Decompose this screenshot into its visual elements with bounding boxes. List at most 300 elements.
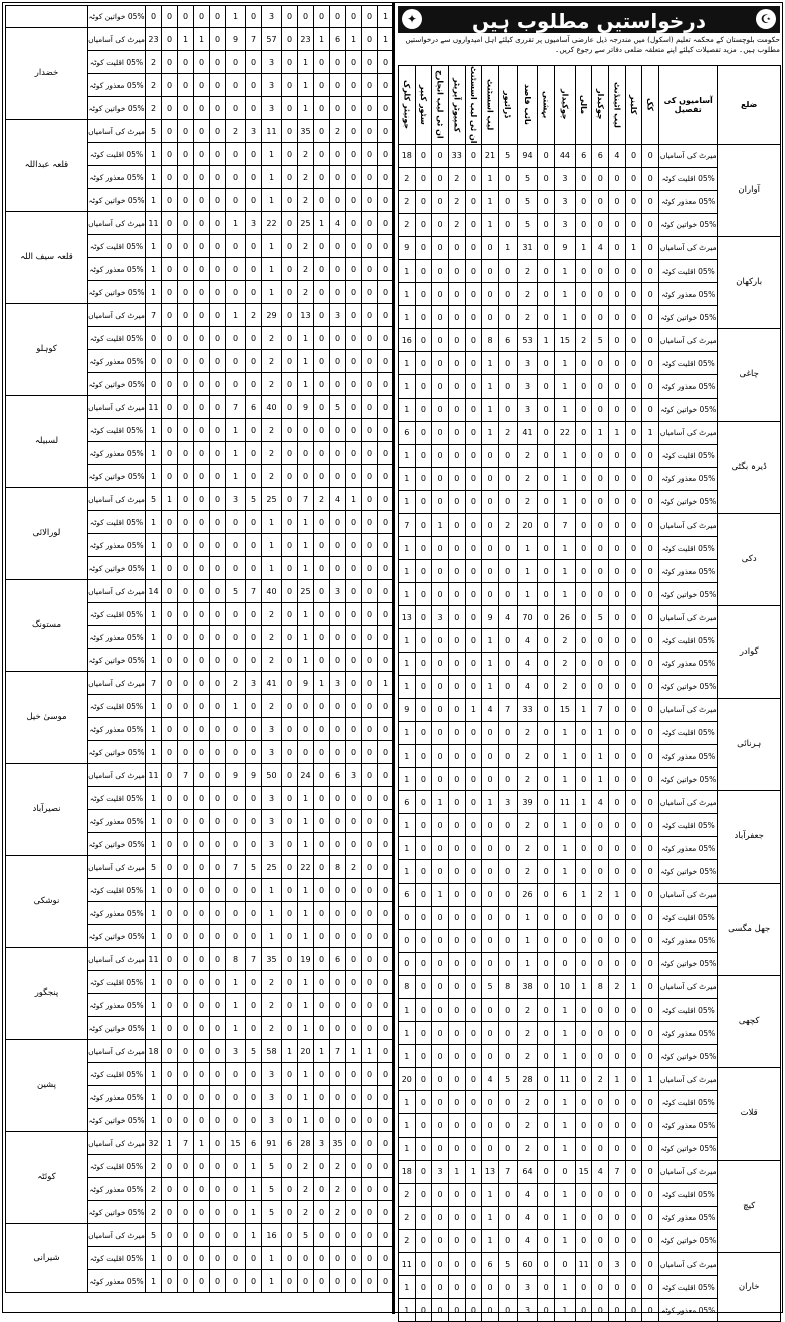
vacancy-count: 7 — [146, 672, 162, 695]
vacancy-count: 0 — [592, 352, 609, 375]
vacancy-count: 0 — [362, 902, 378, 925]
vacancy-count: 0 — [362, 787, 378, 810]
vacancy-count: 0 — [575, 398, 592, 421]
vacancy-count: 0 — [415, 583, 432, 606]
quota-label: میرٹ کی آسامیاں — [88, 1040, 146, 1063]
vacancy-count: 0 — [246, 511, 262, 534]
vacancy-count: 0 — [194, 1201, 210, 1224]
vacancy-count: 6 — [330, 948, 346, 971]
vacancy-count: 7 — [298, 488, 314, 511]
vacancy-count: 0 — [314, 1017, 330, 1040]
vacancy-count: 0 — [378, 1086, 394, 1109]
vacancy-count: 8 — [592, 975, 609, 998]
vacancy-count: 0 — [465, 190, 482, 213]
vacancy-count: 0 — [282, 833, 298, 856]
vacancy-count: 0 — [314, 166, 330, 189]
vacancy-count: 0 — [162, 396, 178, 419]
vacancy-count: 0 — [346, 787, 362, 810]
vacancy-count: 1 — [262, 557, 282, 580]
vacancy-count: 1 — [555, 467, 576, 490]
vacancy-count: 0 — [246, 603, 262, 626]
vacancy-count: 70 — [517, 606, 538, 629]
vacancy-count: 6 — [399, 421, 416, 444]
vacancy-count: 0 — [498, 1045, 517, 1068]
vacancy-count: 1 — [555, 1229, 576, 1252]
vacancy-count: 0 — [178, 1155, 194, 1178]
quota-label: 05% معذور کوٹہ — [88, 1178, 146, 1201]
vacancy-count: 11 — [146, 948, 162, 971]
vacancy-count: 2 — [298, 1201, 314, 1224]
vacancy-count: 0 — [162, 879, 178, 902]
vacancy-count: 0 — [362, 1270, 378, 1293]
vacancy-count: 0 — [448, 352, 465, 375]
vacancy-count: 0 — [625, 583, 642, 606]
vacancy-count: 0 — [448, 791, 465, 814]
vacancy-count: 0 — [330, 994, 346, 1017]
vacancy-count: 0 — [399, 906, 416, 929]
vacancy-count: 91 — [262, 1132, 282, 1155]
vacancy-count: 0 — [415, 1022, 432, 1045]
vacancy-count: 1 — [298, 511, 314, 534]
vacancy-count: 0 — [178, 603, 194, 626]
vacancy-count: 0 — [415, 537, 432, 560]
vacancy-count: 1 — [146, 741, 162, 764]
vacancy-count: 0 — [378, 1224, 394, 1247]
vacancy-count: 0 — [346, 1086, 362, 1109]
vacancy-count: 0 — [298, 465, 314, 488]
vacancy-count: 1 — [378, 672, 394, 695]
vacancy-count: 2 — [146, 51, 162, 74]
vacancy-count: 0 — [575, 1183, 592, 1206]
vacancy-count: 0 — [609, 583, 626, 606]
vacancy-count: 1 — [146, 1247, 162, 1270]
vacancy-count: 1 — [146, 465, 162, 488]
vacancy-count: 0 — [346, 557, 362, 580]
vacancy-count: 0 — [538, 998, 555, 1021]
vacancy-count: 0 — [625, 652, 642, 675]
vacancy-count: 0 — [592, 629, 609, 652]
table-row — [399, 883, 781, 906]
vacancy-count: 7 — [178, 1132, 194, 1155]
vacancy-count: 0 — [448, 467, 465, 490]
vacancy-count: 2 — [262, 442, 282, 465]
vacancy-count: 1 — [146, 189, 162, 212]
table-row — [399, 236, 781, 259]
district-name: نوشکی — [6, 856, 88, 948]
vacancy-count: 1 — [298, 810, 314, 833]
vacancy-count: 2 — [262, 994, 282, 1017]
vacancy-count: 0 — [538, 860, 555, 883]
vacancy-count: 0 — [538, 259, 555, 282]
vacancy-count: 0 — [210, 1247, 226, 1270]
vacancy-count: 0 — [498, 1022, 517, 1045]
vacancy-count: 2 — [498, 421, 517, 444]
vacancy-count: 0 — [246, 143, 262, 166]
vacancy-count: 0 — [378, 925, 394, 948]
vacancy-count: 1 — [399, 444, 416, 467]
vacancy-count: 0 — [210, 304, 226, 327]
vacancy-count: 0 — [378, 465, 394, 488]
vacancy-count: 0 — [346, 1247, 362, 1270]
vacancy-count: 0 — [282, 856, 298, 879]
vacancy-count: 0 — [498, 213, 517, 236]
vacancy-count: 22 — [262, 212, 282, 235]
vacancy-count: 0 — [448, 1045, 465, 1068]
vacancy-count: 0 — [330, 235, 346, 258]
vacancy-count: 2 — [330, 1155, 346, 1178]
quota-label: میرٹ کی آسامیاں — [88, 672, 146, 695]
vacancy-count: 1 — [399, 998, 416, 1021]
vacancy-count: 1 — [226, 465, 246, 488]
vacancy-count: 0 — [498, 883, 517, 906]
vacancy-count: 7 — [330, 1040, 346, 1063]
vacancy-count: 1 — [555, 768, 576, 791]
post-column-header: ڈرائیور — [498, 66, 517, 145]
vacancy-count: 0 — [346, 1178, 362, 1201]
vacancy-count: 0 — [362, 879, 378, 902]
vacancy-count: 0 — [498, 167, 517, 190]
vacancy-count: 0 — [194, 74, 210, 97]
vacancy-count: 0 — [609, 860, 626, 883]
vacancy-count: 0 — [162, 419, 178, 442]
vacancy-count: 6 — [498, 329, 517, 352]
vacancy-count: 0 — [314, 971, 330, 994]
quota-label: 05% خواتین کوٹہ — [659, 952, 718, 975]
vacancy-count: 8 — [498, 975, 517, 998]
vacancy-count: 0 — [609, 1022, 626, 1045]
vacancy-count: 0 — [498, 744, 517, 767]
vacancy-count: 0 — [448, 975, 465, 998]
vacancy-count: 0 — [609, 606, 626, 629]
vacancy-count: 0 — [642, 306, 659, 329]
vacancy-count: 0 — [448, 675, 465, 698]
vacancy-count: 0 — [448, 1276, 465, 1299]
vacancy-count: 0 — [298, 442, 314, 465]
vacancy-count: 0 — [378, 810, 394, 833]
vacancy-count: 0 — [498, 1276, 517, 1299]
vacancy-count: 0 — [362, 1086, 378, 1109]
quota-label: میرٹ کی آسامیاں — [659, 236, 718, 259]
vacancy-count: 0 — [538, 537, 555, 560]
vacancy-count: 0 — [448, 421, 465, 444]
district-name: دکی — [718, 514, 781, 606]
quota-label: میرٹ کی آسامیاں — [88, 120, 146, 143]
vacancy-count: 0 — [210, 258, 226, 281]
quota-label: 05% خواتین کوٹہ — [659, 398, 718, 421]
vacancy-count: 0 — [210, 419, 226, 442]
vacancy-count: 0 — [362, 373, 378, 396]
vacancy-count: 0 — [362, 488, 378, 511]
vacancy-count: 0 — [482, 1114, 499, 1137]
vacancy-count: 16 — [262, 1224, 282, 1247]
district-name: قلات — [718, 1068, 781, 1160]
vacancy-count: 0 — [282, 419, 298, 442]
vacancy-count: 1 — [262, 511, 282, 534]
vacancy-count: 0 — [162, 1017, 178, 1040]
vacancy-count: 0 — [538, 1091, 555, 1114]
quota-label: 05% اقلیت کوٹہ — [659, 444, 718, 467]
vacancy-count: 0 — [432, 629, 449, 652]
vacancy-count: 1 — [555, 306, 576, 329]
vacancy-count: 0 — [609, 283, 626, 306]
vacancy-count: 0 — [575, 768, 592, 791]
table-row — [6, 1224, 394, 1247]
vacancy-count: 0 — [162, 695, 178, 718]
vacancy-count: 0 — [362, 28, 378, 51]
vacancy-count: 0 — [246, 166, 262, 189]
vacancy-count: 0 — [465, 860, 482, 883]
vacancy-count: 0 — [362, 948, 378, 971]
vacancy-count: 0 — [625, 1229, 642, 1252]
vacancy-count: 0 — [592, 583, 609, 606]
vacancy-count: 0 — [575, 352, 592, 375]
vacancy-count: 0 — [465, 398, 482, 421]
vacancy-count: 0 — [194, 1109, 210, 1132]
quota-label: میرٹ کی آسامیاں — [88, 580, 146, 603]
vacancy-count: 0 — [282, 764, 298, 787]
vacancy-count: 1 — [226, 6, 246, 28]
vacancy-count: 3 — [262, 74, 282, 97]
vacancy-count: 0 — [642, 190, 659, 213]
vacancy-count: 5 — [146, 120, 162, 143]
vacancy-count: 4 — [517, 652, 538, 675]
vacancy-count: 0 — [246, 189, 262, 212]
vacancy-count: 0 — [346, 580, 362, 603]
vacancy-count: 1 — [399, 1276, 416, 1299]
vacancy-count: 0 — [575, 629, 592, 652]
vacancy-count: 0 — [538, 698, 555, 721]
vacancy-count: 0 — [415, 259, 432, 282]
vacancy-count: 0 — [162, 925, 178, 948]
vacancy-count: 1 — [146, 1086, 162, 1109]
vacancy-count: 0 — [362, 649, 378, 672]
vacancy-count: 1 — [262, 534, 282, 557]
vacancy-count: 0 — [415, 1206, 432, 1229]
vacancy-count: 0 — [378, 281, 394, 304]
vacancy-count: 1 — [262, 143, 282, 166]
vacancy-count: 0 — [415, 167, 432, 190]
quota-label: میرٹ کی آسامیاں — [659, 791, 718, 814]
vacancy-count: 0 — [625, 537, 642, 560]
vacancy-count: 0 — [346, 511, 362, 534]
vacancy-count: 0 — [538, 1045, 555, 1068]
vacancy-count: 0 — [362, 718, 378, 741]
vacancy-count: 1 — [146, 603, 162, 626]
vacancy-count: 0 — [246, 695, 262, 718]
vacancy-count: 0 — [498, 467, 517, 490]
vacancy-count: 11 — [146, 764, 162, 787]
vacancy-count: 0 — [432, 537, 449, 560]
vacancy-count: 0 — [178, 373, 194, 396]
vacancy-count: 0 — [330, 1224, 346, 1247]
vacancy-count: 1 — [575, 698, 592, 721]
vacancy-count: 0 — [555, 1253, 576, 1276]
vacancy-count: 0 — [538, 906, 555, 929]
vacancy-count: 0 — [362, 925, 378, 948]
vacancy-count: 1 — [298, 534, 314, 557]
vacancy-count: 1 — [146, 442, 162, 465]
vacancy-count: 0 — [246, 741, 262, 764]
vacancy-count: 0 — [194, 534, 210, 557]
vacancy-count: 0 — [282, 534, 298, 557]
vacancy-count: 0 — [432, 698, 449, 721]
vacancy-count: 1 — [298, 327, 314, 350]
vacancy-count: 0 — [362, 1017, 378, 1040]
quota-label: 05% اقلیت کوٹہ — [88, 1155, 146, 1178]
vacancy-count: 25 — [298, 212, 314, 235]
vacancy-count: 2 — [517, 306, 538, 329]
vacancy-count: 0 — [378, 718, 394, 741]
vacancy-count: 0 — [575, 560, 592, 583]
vacancy-count: 0 — [642, 1299, 659, 1322]
vacancy-count: 0 — [432, 306, 449, 329]
vacancy-count: 8 — [226, 948, 246, 971]
vacancy-count: 0 — [246, 994, 262, 1017]
vacancy-count: 0 — [538, 1299, 555, 1322]
vacancy-count: 0 — [642, 1229, 659, 1252]
vacancy-count: 0 — [282, 6, 298, 28]
quota-label: 05% اقلیت کوٹہ — [659, 259, 718, 282]
vacancy-count: 9 — [555, 236, 576, 259]
vacancy-count: 0 — [415, 444, 432, 467]
vacancy-count: 4 — [609, 144, 626, 167]
vacancy-count: 2 — [517, 1137, 538, 1160]
vacancy-count: 0 — [432, 1206, 449, 1229]
dept-logo-icon: ✦ — [402, 9, 422, 29]
vacancy-count: 1 — [194, 1132, 210, 1155]
table-row — [399, 975, 781, 998]
vacancy-count: 0 — [592, 398, 609, 421]
quota-label: 05% اقلیت کوٹہ — [88, 235, 146, 258]
vacancy-count: 0 — [498, 1137, 517, 1160]
vacancy-count: 0 — [465, 837, 482, 860]
vacancy-count: 1 — [555, 444, 576, 467]
vacancy-count: 0 — [346, 695, 362, 718]
vacancy-count: 0 — [378, 764, 394, 787]
quota-label: میرٹ کی آسامیاں — [659, 606, 718, 629]
vacancy-count: 0 — [210, 810, 226, 833]
vacancy-count: 0 — [538, 490, 555, 513]
vacancy-count: 0 — [555, 929, 576, 952]
vacancy-count: 1 — [262, 281, 282, 304]
vacancy-count: 0 — [498, 190, 517, 213]
vacancy-count: 0 — [246, 1017, 262, 1040]
vacancy-count: 1 — [399, 675, 416, 698]
vacancy-count: 0 — [498, 537, 517, 560]
vacancy-count: 1 — [399, 398, 416, 421]
vacancy-count: 0 — [575, 721, 592, 744]
vacancy-count: 0 — [162, 120, 178, 143]
vacancy-count: 0 — [482, 259, 499, 282]
vacancy-count: 0 — [362, 626, 378, 649]
vacancy-count: 3 — [262, 97, 282, 120]
vacancy-count: 0 — [538, 1137, 555, 1160]
vacancy-count: 22 — [298, 856, 314, 879]
vacancy-count: 0 — [415, 1137, 432, 1160]
vacancy-count: 0 — [282, 373, 298, 396]
vacancy-count: 24 — [298, 764, 314, 787]
vacancy-count: 0 — [465, 444, 482, 467]
vacancy-count: 28 — [517, 1068, 538, 1091]
vacancy-count: 0 — [538, 721, 555, 744]
vacancy-count: 7 — [399, 514, 416, 537]
vacancy-count: 0 — [415, 952, 432, 975]
vacancy-count: 0 — [346, 258, 362, 281]
table-row — [6, 212, 394, 235]
vacancy-count: 0 — [314, 419, 330, 442]
vacancy-count: 0 — [162, 327, 178, 350]
vacancy-count: 1 — [399, 629, 416, 652]
table-row — [399, 698, 781, 721]
vacancy-count: 0 — [314, 327, 330, 350]
vacancy-count: 0 — [378, 51, 394, 74]
vacancy-count: 0 — [609, 1206, 626, 1229]
vacancy-count: 0 — [642, 1253, 659, 1276]
vacancy-count: 0 — [482, 537, 499, 560]
detail-column-header: آسامیوں کی تفصیل — [659, 66, 718, 145]
vacancy-count: 0 — [642, 606, 659, 629]
vacancy-count: 0 — [465, 768, 482, 791]
district-name: کوہلو — [6, 304, 88, 396]
vacancy-count: 1 — [146, 925, 162, 948]
quota-label: 05% خواتین کوٹہ — [88, 649, 146, 672]
district-name: کچھی — [718, 975, 781, 1067]
vacancy-count: 0 — [210, 1201, 226, 1224]
vacancy-count: 0 — [625, 952, 642, 975]
vacancy-count: 0 — [226, 1178, 246, 1201]
vacancy-count: 0 — [194, 902, 210, 925]
vacancy-count: 0 — [314, 189, 330, 212]
vacancy-count: 0 — [415, 213, 432, 236]
vacancy-count: 3 — [498, 791, 517, 814]
vacancy-count: 0 — [162, 28, 178, 51]
vacancy-count: 0 — [465, 352, 482, 375]
vacancy-count: 0 — [609, 490, 626, 513]
vacancy-count: 0 — [378, 258, 394, 281]
vacancy-count: 0 — [538, 1183, 555, 1206]
vacancy-count: 0 — [314, 534, 330, 557]
vacancy-count: 4 — [517, 1183, 538, 1206]
table-row — [6, 948, 394, 971]
vacancy-count: 1 — [555, 352, 576, 375]
vacancy-count: 0 — [226, 787, 246, 810]
vacancy-count: 0 — [575, 306, 592, 329]
vacancy-count: 0 — [178, 189, 194, 212]
vacancy-count: 0 — [314, 1270, 330, 1293]
vacancy-count: 0 — [314, 741, 330, 764]
vacancy-count: 0 — [415, 490, 432, 513]
vacancy-count: 6 — [330, 764, 346, 787]
vacancy-count: 0 — [625, 675, 642, 698]
vacancy-count: 0 — [346, 120, 362, 143]
vacancy-count: 0 — [465, 952, 482, 975]
vacancy-count: 25 — [298, 580, 314, 603]
vacancy-count: 0 — [625, 837, 642, 860]
vacancy-count: 0 — [625, 560, 642, 583]
vacancy-count: 0 — [282, 442, 298, 465]
vacancy-count: 9 — [399, 698, 416, 721]
vacancy-count: 0 — [575, 514, 592, 537]
vacancy-count: 0 — [162, 902, 178, 925]
post-column-header: نائب قاصد — [517, 66, 538, 145]
vacancy-count: 0 — [346, 971, 362, 994]
vacancy-count: 0 — [592, 1114, 609, 1137]
quota-label: 05% اقلیت کوٹہ — [88, 879, 146, 902]
vacancy-count: 0 — [346, 373, 362, 396]
vacancy-count: 0 — [498, 259, 517, 282]
vacancy-count: 0 — [482, 1276, 499, 1299]
vacancy-count: 1 — [555, 560, 576, 583]
